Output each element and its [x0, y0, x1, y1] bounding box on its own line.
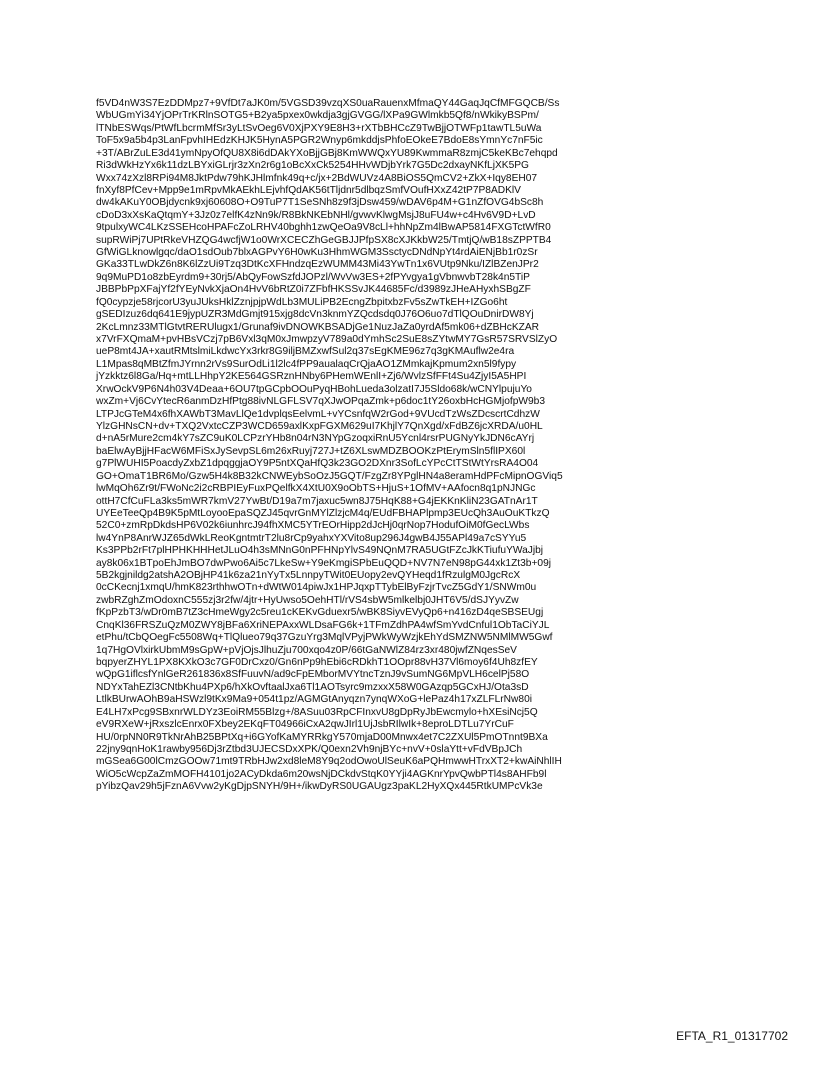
encoded-text-line: g7PlWUHI5PoacdyZxbZ1dpqggjaOY9P5ntXQaHfQ3k23GO2DXnr3SofLcYPcCtTStWtYrsRA4O04 [96, 458, 539, 470]
encoded-text-line: eV9RXeW+jRxszlcEnrx0FXbey2EKqFT04966iCxA2qwJIrl1UjJsbRIlwIk+8eproLDTLu7YrCuF [96, 719, 514, 731]
encoded-text-line: lwMqOh6Zr9t/FWoNc2i2cRBPIEyFuxPQelfkX4XtU0X9oObTS+HjuS+1OfMV+AAfocn8q1pNJNGc [96, 483, 536, 495]
encoded-text-line: 5B2kgjnildg2atshA2OBjHP41k6za21nYyTx5LnnpyTWit0EUopy2evQYHeqd1fRzulgM0JgcRcX [96, 570, 521, 582]
encoded-text-line: ottH7CfCuFLa3ks5mWR7kmV27YwBt/D19a7m7jaxuc5wn8J75HqK88+G4jEKKnKliN23GATnAr1T [96, 495, 538, 507]
encoded-text-line: LTPJcGTeM4x6fhXAWbT3MavLlQe1dvplqsEelvmL+vYCsnfqW2rGod+9VUcdTzWsZDcscrtCdhzW [96, 408, 540, 420]
encoded-text-line: WiO5cWcpZaZmMOFH4101jo2ACyDkda6m20wsNjDCkdvStqK0YYji4AGKnrYpvQwbPTl4s8AHFb9l [96, 768, 547, 780]
bates-number: EFTA_R1_01317702 [676, 1029, 788, 1043]
encoded-text-line: jYzkktz6l8Ga/Hq+mtLLHhpY2KE564GSRznHNby6PHemWEnlI+Zj6/WvlzSfFFt4Su4ZjyI5A5HPI [96, 371, 527, 383]
encoded-text-line [96, 806, 736, 818]
encoded-text-line: 2KcLmnz33MTlGtvtRERUlugx1/Grunaf9ivDNOWKBSADjGe1NuzJaZa0yrdAf5mk06+dZBHcKZAR [96, 321, 540, 333]
encoded-text-line: ueP8mt4JA+xautRMtslmiLkdwcYx3rkr8G9iljBMZxwfSul2q37sEgKME96z7q3gKMAuflw2e4ra [96, 346, 515, 358]
encoded-text-line: WbUGmYi34YjOPrTrKRlnSOTG5+B2ya5pxex0wkdja3gjGVGG/lXPa9GWlmkb5Qf8/nWkikyBSPm/ [96, 110, 539, 122]
encoded-text-line: d+nA5rMure2cm4kY7sZC9uK0LCPzrYHb8n04rN3NYpGzoqxiRnU5Ycnl4rsrPUGNyYkJDN6cAYrj [96, 433, 535, 445]
encoded-text-line: NDYxTahEZl3CNtbKhu4PXp6/hXkOvftaalJxa6Tl1AOTsyrc9mzxxX58W0GAzqp5GCxHJ/Ota3sD [96, 681, 529, 693]
encoded-text-line: baElwAyBjjHFacW6MFiSxJySevpSL6m26xRuyj727J+tZ6XLswMDZBOOKzPtErymSln5flIPX60l [96, 445, 526, 457]
encoded-text-line: UYEeTeeQp4B9K5pMtLoyooEpaSQZJ45qvrGnMYlZlzjcM4q/EUdFBHAPlpmp3EUcQh3AuOuKTkzQ [96, 507, 550, 519]
encoded-text-line: supRWiPj7UPtRkeVHZQG4wcfjW1o0WrXCECZhGeGBJJPfpSX8cXJKkbW25/TmtjQ/wB18sZPPTB4 [96, 234, 552, 246]
encoded-text-line: E4LH7xPcg9SBxnrWLDYz3EoiRM55Blzg+/8ASuu03RpCFInxvU8gDpRyJbEwcmylo+hXEsiNcj5Q [96, 706, 538, 718]
encoded-text-line: fQ0cypzje58rjcorU3yuJUksHklZznjpjpWdLb3MULiPB2EcngZbpitxbzFv5sZwTkEH+IZGo6ht [96, 296, 508, 308]
encoded-text-line [96, 794, 736, 806]
encoded-text-line: ay8k06x1BTpoEhJmBO7dwPwo6Ai5c7LkeSw+Y9eKmgiSPbEuQQD+NV7N7eN98pG44xk1Zt3b+09j [96, 557, 552, 569]
encoded-text-line: f5VD4nW3S7EzDDMpz7+9VfDt7aJK0m/5VGSD39vzqXS0uaRauenxMfmaQY44GaqJqCfMFGQCB/Ss [96, 98, 560, 109]
encoded-text-line: CnqKl36FRSZuQzM0ZWY8jBFa6XriNEPAxxWLDsaFG6k+1TFmZdhPA4wfSmYvdCnful1ObTaCiYJL [96, 619, 550, 631]
encoded-text-line: Ks3PPb2rFt7plHPHKHHHetJLuO4h3sMNnG0nPFHNpYlvS49NQnM7RA5UGtFZcJkKTiufuYWaJjbj [96, 545, 544, 557]
encoded-text-line: L1Mpas8qMBtZfmJYrnn2rVs9SurOdLi1l2lc4fPP9aualaqCrQjaAO1ZMmkajKpmum2xn5l9fypy [96, 358, 517, 370]
encoded-text-line: YlzGHNsCN+dv+TXQ2VxtcCZP3WCD659axlKxpFGXM629uI7KhjlY7QnXgd/xFdBZ6jcXRDA/u0HL [96, 420, 543, 432]
encoded-text-block [96, 98, 736, 818]
encoded-text-line: GfWiGLknowlgqc/daO1sdOub7blxAGPvY6H0wKu3HhmWGM3SsctycDNdNpYt4rdAiENjBb1r0zSr [96, 247, 538, 259]
encoded-text-line: 9tpulxyWC4LKzSSEHcoHPAFcZoLRHV40bghh1zwQeOa9V8cLl+hhNpZm4lBwAP5814FXGTctWfR0 [96, 222, 551, 234]
encoded-text-line: Wxx74zXzl8RPi94M8JktPdw79hKJHlmfnk49q+c/jx+2BdWUVz4A8BiOS5QmCV2+ZkX+Iqy8EH07 [96, 172, 538, 184]
encoded-text-line: etPhu/tCbQOegFc5508Wq+TlQlueo79q37GzuYrg3MqlVPyjPWkWyWzjkEhYdSMZNW5NMlMW5Gwf [96, 632, 553, 644]
encoded-text-line: XrwOckV9P6N4h03V4Deaa+6OU7tpGCpbOOuPyqHBohLueda3olzatI7J5Sldo68k/wCNYlpujuYo [96, 383, 532, 395]
encoded-text-line: bqpyerZHYL1PX8KXkO3c7GF0DrCxz0/Gn6nPp9hEbi6cRDkhT1OOpr88vH37Vl6moy6f4Uh8zfEY [96, 656, 538, 668]
encoded-text-line: fnXyf8PfCev+Mpp9e1mRpvMkAEkhLEjvhfQdAK56tTljdnr5dlbqzSmfVOufHXxZ42tP7P8ADKlV [96, 184, 521, 196]
encoded-text-line: 1q7HgOVlxirkUbmM9sGpW+pVjOjsJlhuZju700xqo4z0P/66tGaNWlZ84rz3xr480jwfZNqesSeV [96, 644, 517, 656]
encoded-text-line: wxZm+Vj6CvYtecR6anmDzHfPtg88ivNLGFLSV7qXJwOPqaZmk+p6doc1tY26oxbHcHGMjofpW9b3 [96, 396, 545, 408]
encoded-text-line: 22jny9qnHoK1rawby956Dj3rZtbd3UJECSDxXPK/Q0exn2Vh9njBYc+nvV+0slaYtt+vFdVBpJCh [96, 743, 523, 755]
encoded-text-line: GKa33TLwDkZ6n8K6lZzUi9Tzq3DtKcXFHndzqEzWUMM43Mi43YwTn1x6VUtp9Nku/IZlBZenJPr2 [96, 259, 539, 271]
encoded-text-line: GO+OmaT1BR6Mo/Gzw5H4k8B32kCNWEybSoOzJ5GQT/FzgZr8YPglHN4a8eramHdPFcMipnOGViq5 [96, 470, 563, 482]
encoded-text-line: Ri3dWkHzYx6k11dzLBYxiGLrjr3zXn2r6g1oBcXxCk5254HHvWDjbYrk7G5Dc2dxayNKfLjXK5PG [96, 160, 529, 172]
encoded-text-line: mGSea6G00lCmzGOOw71mt9TRbHJw2xd8leM8Y9q2odOwoUlSeuK6aPQHmwwHTrxXT2+kwAiNhlIH [96, 756, 562, 768]
encoded-text-line: lw4YnP8AnrWJZ65dWkLReoKgntmtrT2lu8rCp9yahxYXVito8up296J4gwB4J55APl49a7cSYYu5 [96, 532, 527, 544]
encoded-text-line: 0cCKecnj1xmqU/hmK823rthhwOTn+dWtW014piwJx1HPJqxpTTybElByFzjrTvcZ5GdY1/SNWm0u [96, 582, 537, 594]
encoded-text-line: ToF5x9a5b4p3LanFpvhIHEdzKHJK5HynA5PGR2Wnyp6mkddjsPhfoEOkeE7BdoE8sYmnYc7nF5ic [96, 135, 543, 147]
encoded-text-line: fKpPzbT3/wDr0mB7tZ3cHmeWgy2c5reu1cKEKvGduexr5/wBK8SiyvEVyQp6+n416zD4qeSBSEUgj [96, 607, 544, 619]
encoded-text-line: cDoD3xXsKaQtqmY+3Jz0z7elfK4zNn9k/R8BkNKEbNHl/gvwvKlwgMsjJ8uFU4w+c4Hv6V9D+LvD [96, 209, 536, 221]
encoded-text-line: pYibzQav29h5jFznA6Vvw2yKgDjpSNYH/9H+/ikwDyRS0UGAUgz3paKL2HyXQx445RtkUMPcVk3e [96, 781, 543, 793]
encoded-text-line: LtlkBUrwAOhB9aHSWzl9tKx9Ma9+054t1pz/AGMGtAnyqzn7ynqWXoG+lePaz4h17xZLFLrNw80i [96, 694, 532, 706]
encoded-text-line: JBBPbPpXFajYf2fYEyNvkXjaOn4HvV6bRtZ0i7ZFbfHKSSvJK44685Fc/d3989zJHeAHyxhSBgZF [96, 284, 531, 296]
encoded-text-line: 52C0+zmRpDkdsHP6V02k6iunhrcJ94fhXMC5YTrEOrHipp2dJcHj0qrNop7HodufOiM0fGecLWbs [96, 520, 530, 532]
encoded-text-line: lTNbESWqs/PtWfLbcrmMfSr3yLtSvOeg6V0XjPXY9E8H3+rXTbBHCcZ9TwBjjOTWFp1tawTL5uWa [96, 122, 542, 134]
encoded-text-line: gSEDIzuz6dq641E9jypUZR3MdGmjt915xjg8dcVn3knmYZQcdsdq0J76O6uo7dTlQOuDnirDW8Yj [96, 309, 534, 321]
encoded-text-line: x7VrFXQmaM+pvHBsVCzj7pB6Vxl3qM0xJmwpzyV789a0dYmhSc2SuE8sZYtwMY7GsR57SRVSlZyO [96, 334, 558, 346]
encoded-text-line: wQpG1iflcsfYnlGeR261836x8SfFuuvN/ad9cFpEMborMVYtncTznJ9vSumNG6MpVLH6celPj58O [96, 669, 530, 681]
encoded-text-line: dw4kAKuY0OBjdycnk9xj60608O+O9TuP7T1SeSNh8z9f3jDsw459/wDAV6p4M+G1nZfOVG4bSc8h [96, 197, 544, 209]
encoded-text-line: HU/0rpNN0R9TkNrAhB25BPtXq+i6GYofKaMYRRkgY570mjaD00Mnwx4et7C2ZXUl5PmOTnnt9BXa [96, 731, 548, 743]
encoded-text-line: 9q9MuPD1o8zbEyrdm9+30rj5/AbQyFowSzfdJOPzl/WvVw3ES+2fPYvgya1gVbnwvbT28k4n5TiP [96, 271, 530, 283]
encoded-text-line: +3T/ABrZuLE3d41ymNpyOfQU8X8i6dDAkYXoBjjGBj8KmWWQxYU89KwmmaR8zmjC5keKBc7ehqpd [96, 147, 558, 159]
encoded-text-line: zwbRZghZmOdoxnC555zj3r2fw/4jtr+HyUwso5OehHTl/rVS4sbW5mlkelbj0JHT6V5/dSJYyvZw [96, 594, 519, 606]
